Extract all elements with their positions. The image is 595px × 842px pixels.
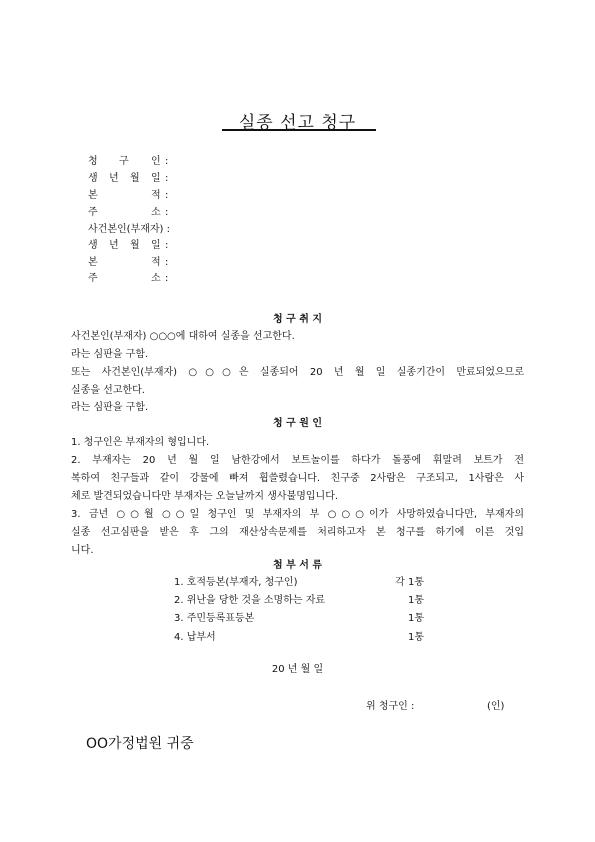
cause-heading: 청 구 원 인	[272, 418, 323, 429]
field-char: 구	[119, 156, 129, 167]
field-char: 청	[88, 156, 98, 167]
field-missing-person: 사건본인(부재자) :	[88, 224, 170, 235]
attachment-qty: 각 1통	[395, 577, 424, 588]
court-name: OO가정법원 귀중	[86, 736, 194, 752]
date-line: 20 년 월 일	[271, 664, 324, 675]
field-claimant-name	[88, 155, 178, 169]
title-underline	[222, 129, 376, 131]
field-char: 월	[130, 173, 140, 184]
seal-mark: (인)	[487, 701, 505, 712]
field-colon: :	[165, 257, 169, 268]
attachment-item: 4. 납부서	[174, 632, 216, 643]
attachment-item: 1. 호적등본(부재자, 청구인)	[174, 577, 298, 588]
cause-line: 2. 부재자는 20 년 월 일 남한강에서 보트놀이를 하다가 돌풍에 휘말려 보트가 전	[71, 455, 524, 466]
attachments-heading: 첨 부 서 류	[272, 560, 323, 571]
attachment-qty: 1통	[407, 613, 424, 624]
purpose-line: 사건본인(부재자) ○○○에 대하여 실종을 선고한다.	[71, 331, 295, 342]
field-char: 일	[151, 240, 161, 251]
field-claimant-birthdate	[88, 172, 178, 186]
field-char: 년	[109, 240, 119, 251]
purpose-line: 또는 사건본인(부재자) ○○○은 실종되어 20 년 월 일 실종기간이 만료되었으므로	[71, 367, 524, 378]
field-char: 본	[88, 257, 98, 268]
attachment-item: 2. 위난을 당한 것을 소명하는 자료	[174, 595, 326, 606]
field-char: 주	[88, 273, 98, 284]
field-colon: :	[165, 240, 169, 251]
field-char: 생	[88, 240, 98, 251]
field-missing-birthdate	[88, 239, 178, 253]
field-missing-domicile	[88, 256, 178, 270]
cause-line: 1. 청구인은 부재자의 형입니다.	[71, 437, 210, 448]
field-colon: :	[165, 207, 169, 218]
signature-label: 위 청구인 :	[366, 701, 415, 712]
field-claimant-address	[88, 206, 178, 220]
field-char: 생	[88, 173, 98, 184]
purpose-line: 라는 심판을 구함.	[71, 402, 149, 413]
field-colon: :	[165, 273, 169, 284]
cause-line: 3. 금년 ○○월 ○○일 청구인 및 부재자의 부 ○○○이가 사망하였습니다만, 부재자의	[71, 509, 524, 520]
field-claimant-domicile	[88, 189, 178, 203]
field-char: 년	[109, 173, 119, 184]
cause-line: 실종 선고심판을 받은 후 그의 재산상속문제를 처리하고자 본 청구를 하기에 이른 것입	[71, 527, 524, 538]
field-missing-address	[88, 272, 178, 286]
cause-line: 복하여 친구들과 같이 강물에 빠져 휩쓸렸습니다. 친구중 2사람은 구조되고, 1사람은 사	[71, 473, 524, 484]
purpose-line: 실종을 선고한다.	[71, 385, 145, 396]
document-title: 실종 선고 청구	[238, 113, 357, 133]
field-colon: :	[165, 156, 169, 167]
field-char: 일	[151, 173, 161, 184]
field-char: 주	[88, 207, 98, 218]
field-char: 적	[151, 257, 161, 268]
purpose-heading: 청 구 취 지	[272, 314, 323, 325]
field-char: 월	[130, 240, 140, 251]
field-colon: :	[165, 173, 169, 184]
attachment-qty: 1통	[407, 595, 424, 606]
cause-line: 체로 발견되었습니다만 부재자는 오늘날까지 생사불명입니다.	[71, 491, 339, 502]
attachment-qty: 1통	[407, 632, 424, 643]
field-char: 소	[151, 273, 161, 284]
field-char: 인	[151, 156, 161, 167]
purpose-line: 라는 심판을 구함.	[71, 349, 149, 360]
field-char: 소	[151, 207, 161, 218]
field-char: 본	[88, 190, 98, 201]
field-char: 적	[151, 190, 161, 201]
cause-line: 니다.	[71, 545, 94, 556]
field-colon: :	[165, 190, 169, 201]
attachment-item: 3. 주민등록표등본	[174, 613, 255, 624]
